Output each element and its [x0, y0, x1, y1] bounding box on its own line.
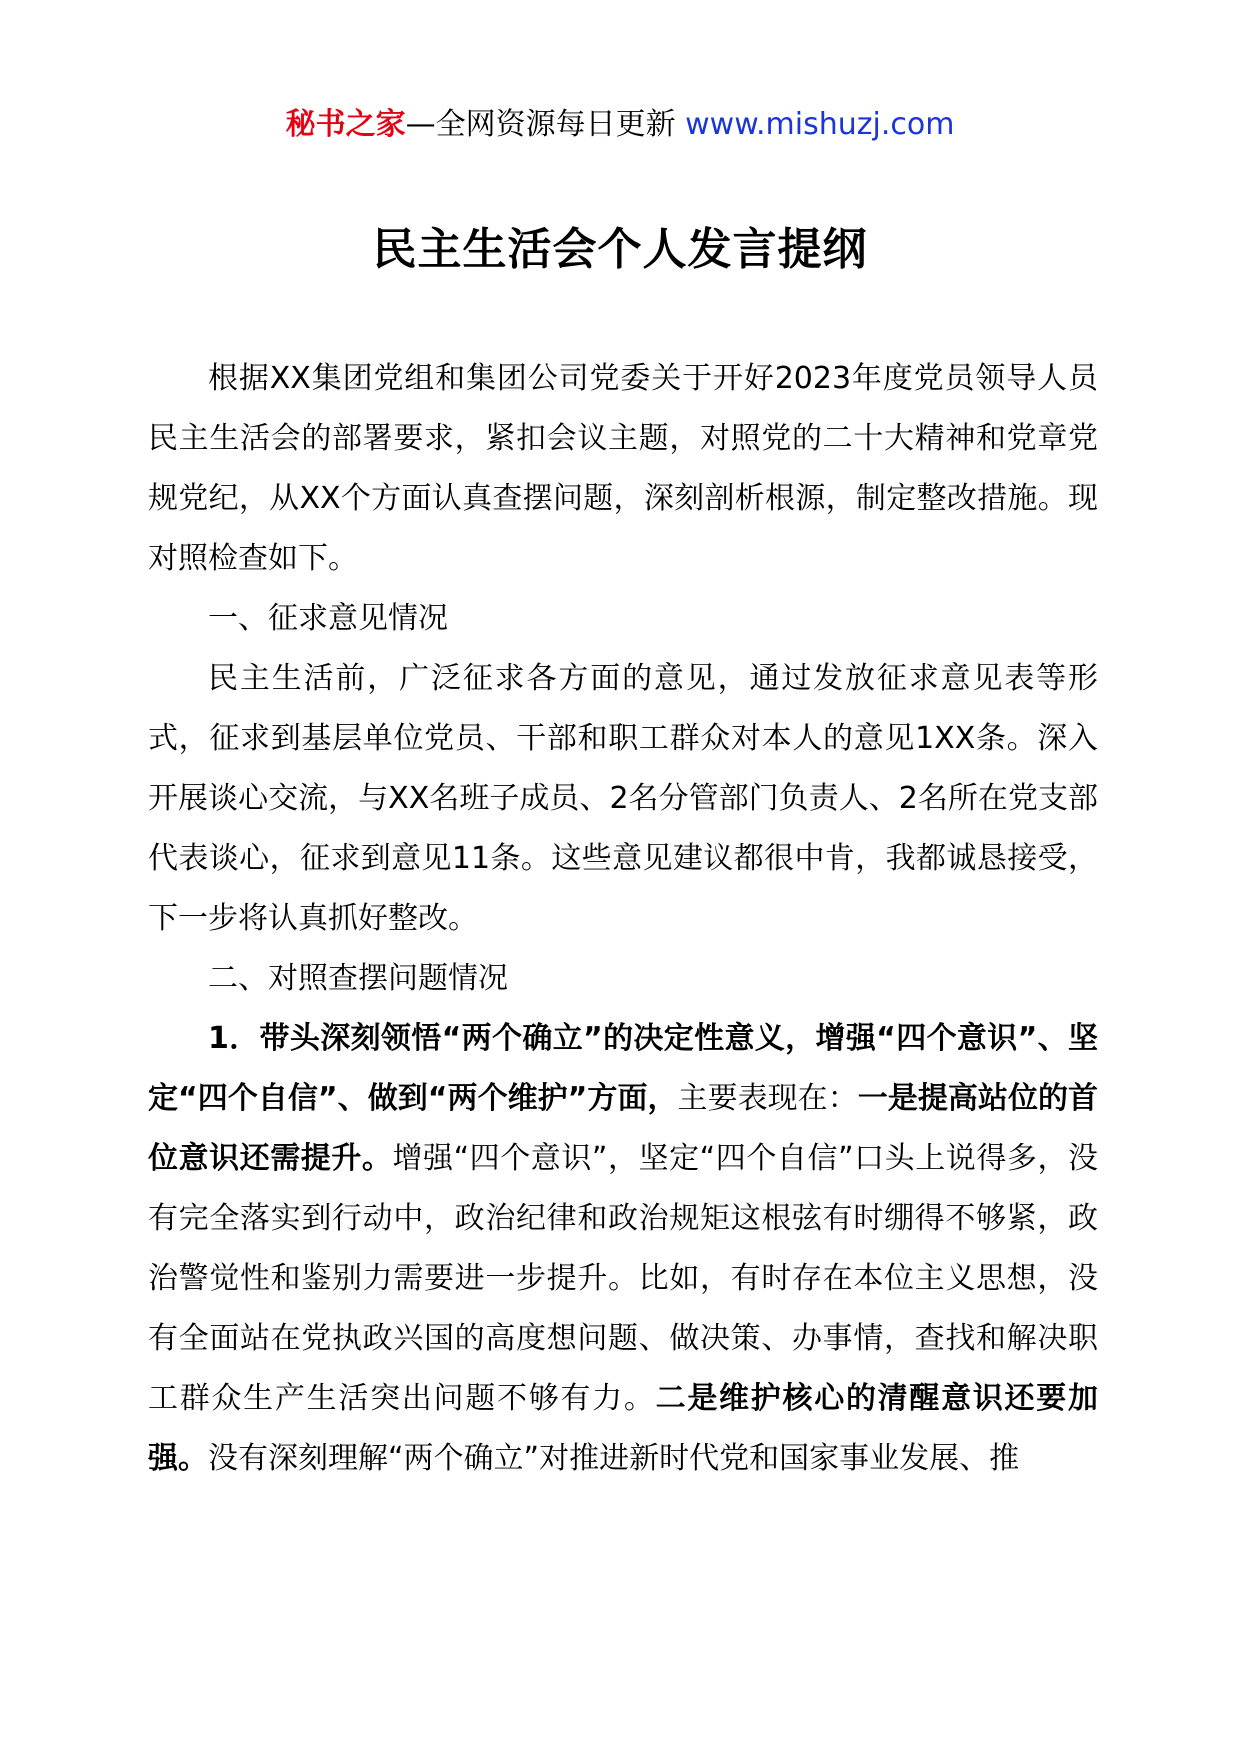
item-1-lead: 主要表现在： — [677, 1081, 858, 1116]
site-url-link[interactable]: www.mishuzj.com — [685, 107, 955, 142]
item-1-paragraph — [148, 1009, 1098, 1489]
document-title: 民主生活会个人发言提纲 — [372, 224, 868, 275]
section-heading-2: 二、对照查摆问题情况 — [208, 961, 508, 996]
point-2-bold: 二是维护核心的清醒意识还要加强。 — [148, 1381, 1099, 1476]
point-1-bold: 一是提高站位的首位意识还需提升。 — [148, 1081, 1099, 1176]
item-1-bold-heading: 1．带头深刻领悟“两个确立”的决定性意义，增强“四个意识”、坚定“四个自信”、做到“两个维护”方面， — [148, 1021, 1098, 1116]
section-heading-1: 一、征求意见情况 — [208, 601, 448, 636]
header-slogan: —全网资源每日更新 — [405, 107, 686, 142]
point-2-text: 没有深刻理解“两个确立”对推进新时代党和国家事业发展、推 — [208, 1441, 1020, 1476]
intro-paragraph: 根据XX集团党组和集团公司党委关于开好2023年度党员领导人员民主生活会的部署要求，紧扣会议主题，对照党的二十大精神和党章党规党纪，从XX个方面认真查摆问题，深刻剖析根源，制定整改措施。现对照检查如下。 — [148, 361, 1098, 576]
document-body — [148, 349, 1098, 1489]
section-1-paragraph: 民主生活前，广泛征求各方面的意见，通过发放征求意见表等形式，征求到基层单位党员、干部和职工群众对本人的意见1XX条。深入开展谈心交流，与XX名班子成员、2名分管部门负责人、2名所在党支部代表谈心，征求到意见11条。这些意见建议都很中肯，我都诚恳接受，下一步将认真抓好整改。 — [148, 661, 1098, 936]
brand-name: 秘书之家 — [285, 107, 406, 142]
site-header-banner — [0, 100, 1240, 150]
point-1-text: 增强“四个意识”，坚定“四个自信”口头上说得多，没有完全落实到行动中，政治纪律和政治规矩这根弦有时绷得不够紧，政治警觉性和鉴别力需要进一步提升。比如，有时存在本位主义思想，没有全面站在党执政兴国的高度想问题、做决策、办事情，查找和解决职工群众生产生活突出问题不够有力。 — [148, 1141, 1099, 1416]
